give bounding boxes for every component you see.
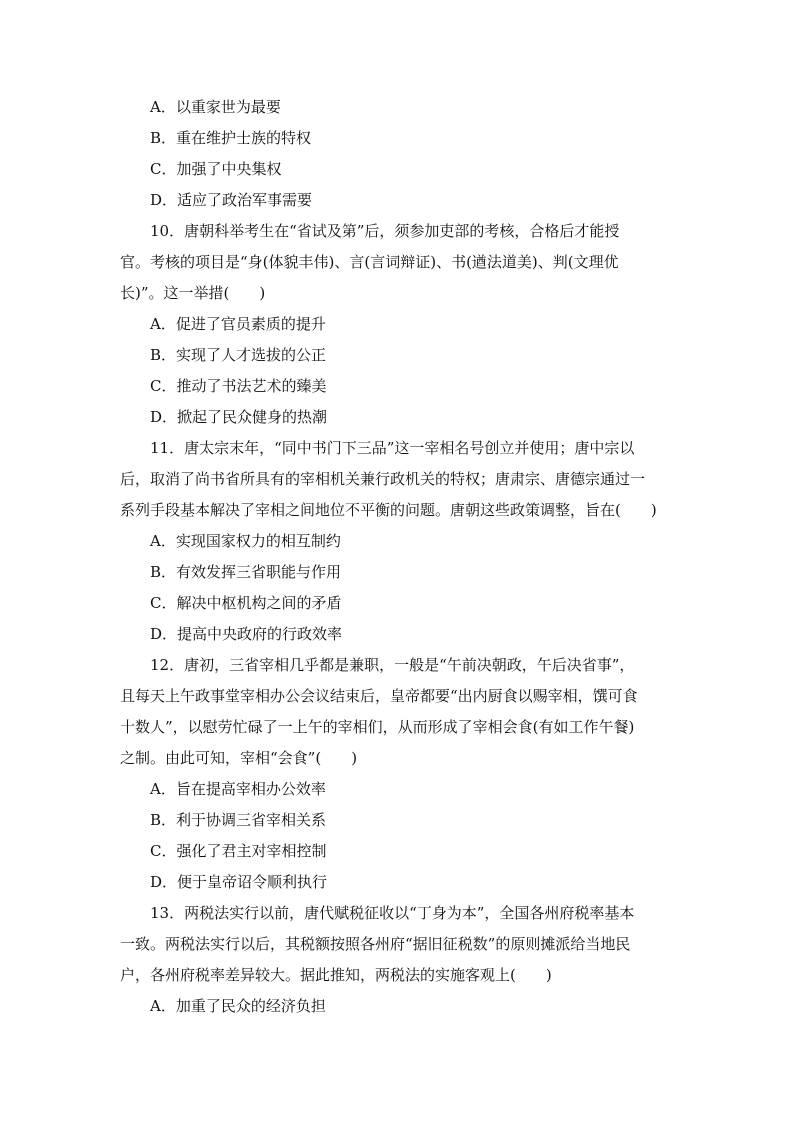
option-c: C．推动了书法艺术的臻美 bbox=[150, 377, 327, 395]
option-c: C．强化了君主对宰相控制 bbox=[150, 842, 327, 860]
question-stem-line: 官。考核的项目是“身(体貌丰伟)、言(言词辩证)、书(遒法道美)、判(文理优 bbox=[120, 253, 619, 271]
question-stem-line: 11．唐太宗末年，“同中书门下三品”这一宰相名号创立并使用；唐中宗以 bbox=[150, 439, 635, 457]
option-c: C．解决中枢机构之间的矛盾 bbox=[150, 594, 342, 612]
question-stem-line: 长)”。这一举措( ) bbox=[120, 284, 266, 302]
question-stem-line: 且每天上午政事堂宰相办公会议结束后，皇帝都要“出内厨食以赐宰相，馔可食 bbox=[120, 687, 638, 705]
question-stem-line: 一致。两税法实行以后，其税额按照各州府“据旧征税数”的原则摊派给当地民 bbox=[120, 935, 631, 953]
question-stem-line: 之制。由此可知，宰相“会食”( ) bbox=[120, 749, 358, 767]
question-10 bbox=[120, 216, 676, 433]
option-a: A．加重了民众的经济负担 bbox=[150, 997, 326, 1015]
option-b: B．利于协调三省宰相关系 bbox=[150, 811, 327, 829]
option-d: D．提高中央政府的行政效率 bbox=[150, 625, 343, 643]
question-9 bbox=[120, 92, 676, 216]
option-b: B．重在维护士族的特权 bbox=[150, 129, 312, 147]
question-stem-line: 10．唐朝科举考生在“省试及第”后，须参加吏部的考核，合格后才能授 bbox=[150, 222, 620, 240]
option-d: D．便于皇帝诏令顺利执行 bbox=[150, 873, 328, 891]
option-a: A．以重家世为最要 bbox=[150, 98, 281, 116]
option-d: D．适应了政治军事需要 bbox=[150, 191, 313, 209]
option-b: B．实现了人才选拔的公正 bbox=[150, 346, 327, 364]
option-a: A．实现国家权力的相互制约 bbox=[150, 532, 341, 550]
option-b: B．有效发挥三省职能与作用 bbox=[150, 563, 342, 581]
question-stem-line: 十数人”，以慰劳忙碌了一上午的宰相们，从而形成了宰相会食(有如工作午餐) bbox=[120, 718, 635, 736]
option-c: C．加强了中央集权 bbox=[150, 160, 282, 178]
option-a: A．旨在提高宰相办公效率 bbox=[150, 780, 326, 798]
question-stem-line: 系列手段基本解决了宰相之间地位不平衡的问题。唐朝这些政策调整，旨在( ) bbox=[120, 501, 657, 519]
question-stem-line: 后，取消了尚书省所具有的宰相机关兼行政机关的特权；唐肃宗、唐德宗通过一 bbox=[120, 470, 646, 488]
option-d: D．掀起了民众健身的热潮 bbox=[150, 408, 328, 426]
question-stem-line: 户，各州府税率差异较大。据此推知，两税法的实施客观上( ) bbox=[120, 966, 552, 984]
question-13 bbox=[120, 898, 676, 1022]
question-stem-line: 12．唐初，三省宰相几乎都是兼职，一般是“午前决朝政，午后决省事”， bbox=[150, 656, 635, 674]
option-a: A．促进了官员素质的提升 bbox=[150, 315, 326, 333]
question-stem-line: 13．两税法实行以前，唐代赋税征收以“丁身为本”，全国各州府税率基本 bbox=[150, 904, 635, 922]
question-11 bbox=[120, 433, 676, 650]
question-list bbox=[120, 92, 676, 1022]
question-12 bbox=[120, 650, 676, 898]
